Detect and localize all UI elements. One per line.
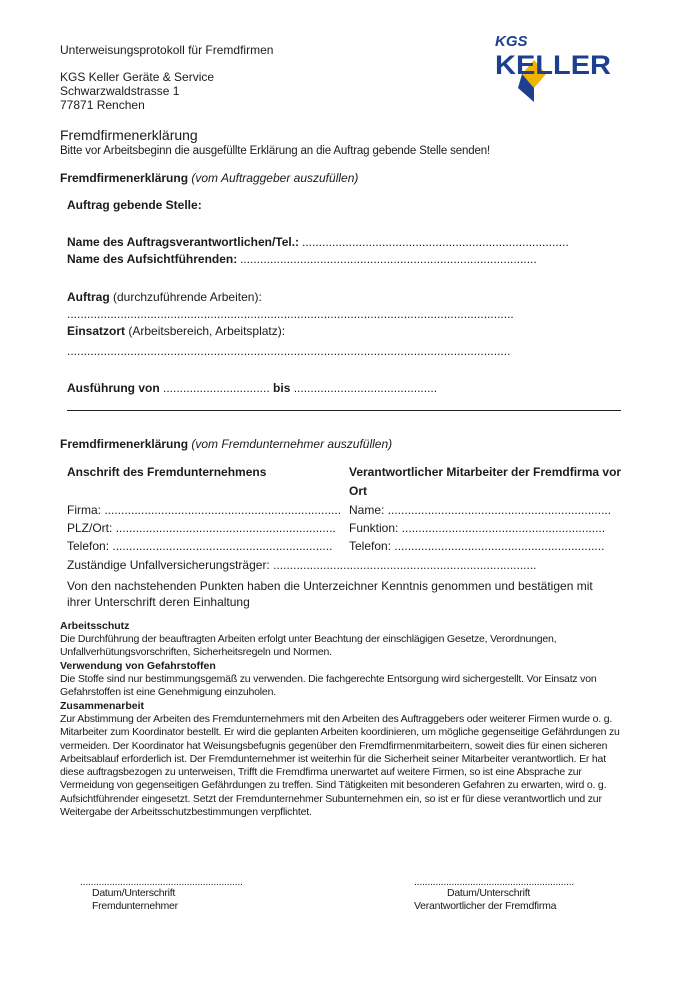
signature-right-label: Datum/Unterschrift bbox=[447, 887, 531, 899]
execution-line bbox=[67, 381, 437, 395]
client-section-heading bbox=[60, 171, 358, 185]
order-label: Auftrag bbox=[67, 290, 110, 304]
ordering-unit-label: Auftrag gebende Stelle: bbox=[67, 198, 202, 212]
execution-to-label: bis bbox=[273, 381, 291, 395]
protocol-title: Unterweisungsprotokoll für Fremdfirmen bbox=[60, 43, 274, 57]
zip-city-label: PLZ/Ort: bbox=[67, 521, 113, 535]
company-field bbox=[67, 503, 341, 517]
coop-title: Zusammenarbeit bbox=[60, 700, 145, 712]
safety-title: Arbeitsschutz bbox=[60, 620, 130, 632]
function-label: Funktion: bbox=[349, 521, 399, 535]
insurer-field bbox=[67, 558, 537, 572]
logo-big-text: KELLER bbox=[495, 50, 611, 80]
signature-left-role: Fremdunternehmer bbox=[92, 900, 178, 912]
name-field bbox=[349, 503, 611, 517]
company-city: 77871 Renchen bbox=[60, 98, 145, 112]
name-label: Name: bbox=[349, 503, 385, 517]
function-field bbox=[349, 521, 605, 535]
company-dots: ....................................................................... bbox=[104, 503, 342, 517]
hazard-text: Die Stoffe sind nur bestimmungsgemäß zu verwenden. Die fachgerechte Entsorgung wird sichergestellt. Vor Einsatz von Gefahrstoffen ist eine Genehmigung einzuholen. bbox=[60, 673, 597, 699]
zip-city-dots: .................................................................. bbox=[115, 521, 336, 535]
responsible-heading-line1: Verantwortlicher Mitarbeiter der Fremdfirma vor bbox=[349, 465, 622, 479]
company-name: KGS Keller Geräte & Service bbox=[60, 70, 215, 84]
declaration-instruction: Bitte vor Arbeitsbeginn die ausgefüllte Erklärung an die Auftrag gebende Stelle senden! bbox=[60, 145, 491, 157]
name-dots: ................................................................... bbox=[387, 503, 612, 517]
contractor-section-heading bbox=[60, 437, 392, 451]
company-street: Schwarzwaldstrasse 1 bbox=[60, 84, 180, 98]
address-heading: Anschrift des Fremdunternehmens bbox=[67, 465, 267, 479]
location-dots: ..................................................................................................................................... bbox=[67, 344, 511, 358]
client-heading-title: Fremdfirmenerklärung bbox=[60, 171, 189, 185]
keller-logo bbox=[494, 30, 618, 102]
order-line bbox=[67, 290, 262, 304]
insurer-label: Zuständige Unfallversicherungsträger: bbox=[67, 558, 270, 572]
signature-right-role: Verantwortlicher der Fremdfirma bbox=[414, 900, 557, 912]
order-note: (durchzuführende Arbeiten): bbox=[113, 290, 262, 304]
signature-right-dots: ............................................................ bbox=[414, 876, 575, 888]
order-dots: ...................................................................................................................................... bbox=[67, 307, 514, 321]
supervisor-dots: ......................................................................................... bbox=[240, 252, 537, 266]
logo-small-text: KGS bbox=[495, 33, 528, 50]
acknowledgement-text: Von den nachstehenden Punkten haben die Unterzeichner Kenntnis genommen und bestätigen mit ihrer Unterschrift deren Einhaltung bbox=[67, 579, 593, 609]
location-note: (Arbeitsbereich, Arbeitsplatz): bbox=[128, 324, 286, 338]
execution-from-label: Ausführung von bbox=[67, 381, 160, 395]
zip-city-field bbox=[67, 521, 336, 535]
company-label: Firma: bbox=[67, 503, 101, 517]
supervisor-label: Name des Aufsichtführenden: bbox=[67, 252, 238, 266]
signature-left-label: Datum/Unterschrift bbox=[92, 887, 176, 899]
signature-left-dots: ............................................................. bbox=[80, 876, 243, 888]
hazard-title: Verwendung von Gefahrstoffen bbox=[60, 660, 216, 672]
execution-from-dots: ................................ bbox=[163, 381, 274, 395]
phone2-label: Telefon: bbox=[349, 539, 392, 553]
phone-field bbox=[67, 539, 332, 553]
keller-logo-graphic bbox=[494, 30, 618, 102]
coop-text: Zur Abstimmung der Arbeiten des Fremdunternehmers mit den Arbeiten des Auftraggebers oder weiterer Firmen wurde o. g. Mitarbeiter zum Koordinator bestellt. Er wird die geplanten Arbeiten koordinieren, um mögliche gegenseitige Gefährdungen zu vermeiden. Der Koordinator hat Weisungsbefugnis gegenüber den Fremdfirmenmitarbeitern, soweit dies für einen sicheren Arbeitsablauf erforderlich ist. Der Fremdunternehmer ist weiterhin für die Sicherheit seiner Mitarbeiter verantwortlich. Er hat diese auftragsbezogen zu unterweisen, Trifft die Fremdfirma unerwartet auf weitere Firmen, so ist eine Absprache zur Vermeidung von gegenseitigen Gefährdungen zu treffen. Sind Tätigkeiten mit besonderen Gefahren zu erwarten, wird o. g. Aufsichtführender eingesetzt. Setzt der Fremdunternehmer Subunternehmen ein, so ist er für diese verantwortlich und zur Weitergabe der Arbeitsschutzbestimmungen verpflichtet. bbox=[60, 713, 620, 819]
safety-text: Die Durchführung der beauftragten Arbeiten erfolgt unter Beachtung der einschlägigen Gesetze, Verordnungen, Unfallverhütungsvorschriften, Sicherheitsregeln und Normen. bbox=[60, 633, 557, 659]
function-dots: ............................................................. bbox=[401, 521, 606, 535]
section-divider bbox=[67, 410, 621, 411]
location-label: Einsatzort bbox=[67, 324, 126, 338]
contractor-heading-note: (vom Fremdunternehmer auszufüllen) bbox=[191, 437, 393, 451]
responsible-heading-line2: Ort bbox=[349, 484, 367, 498]
client-heading-note: (vom Auftraggeber auszufüllen) bbox=[191, 171, 359, 185]
phone-label: Telefon: bbox=[67, 539, 110, 553]
phone-dots: .................................................................. bbox=[112, 539, 333, 553]
declaration-title: Fremdfirmenerklärung bbox=[60, 127, 198, 143]
insurer-dots: ............................................................................... bbox=[273, 558, 537, 572]
phone2-dots: ............................................................... bbox=[394, 539, 605, 553]
responsible-label: Name des Auftragsverantwortlichen/Tel.: bbox=[67, 235, 300, 249]
phone2-field bbox=[349, 539, 604, 553]
location-line bbox=[67, 324, 285, 338]
execution-to-dots: ........................................... bbox=[293, 381, 438, 395]
contractor-heading-title: Fremdfirmenerklärung bbox=[60, 437, 189, 451]
responsible-dots: ................................................................................ bbox=[302, 235, 569, 249]
